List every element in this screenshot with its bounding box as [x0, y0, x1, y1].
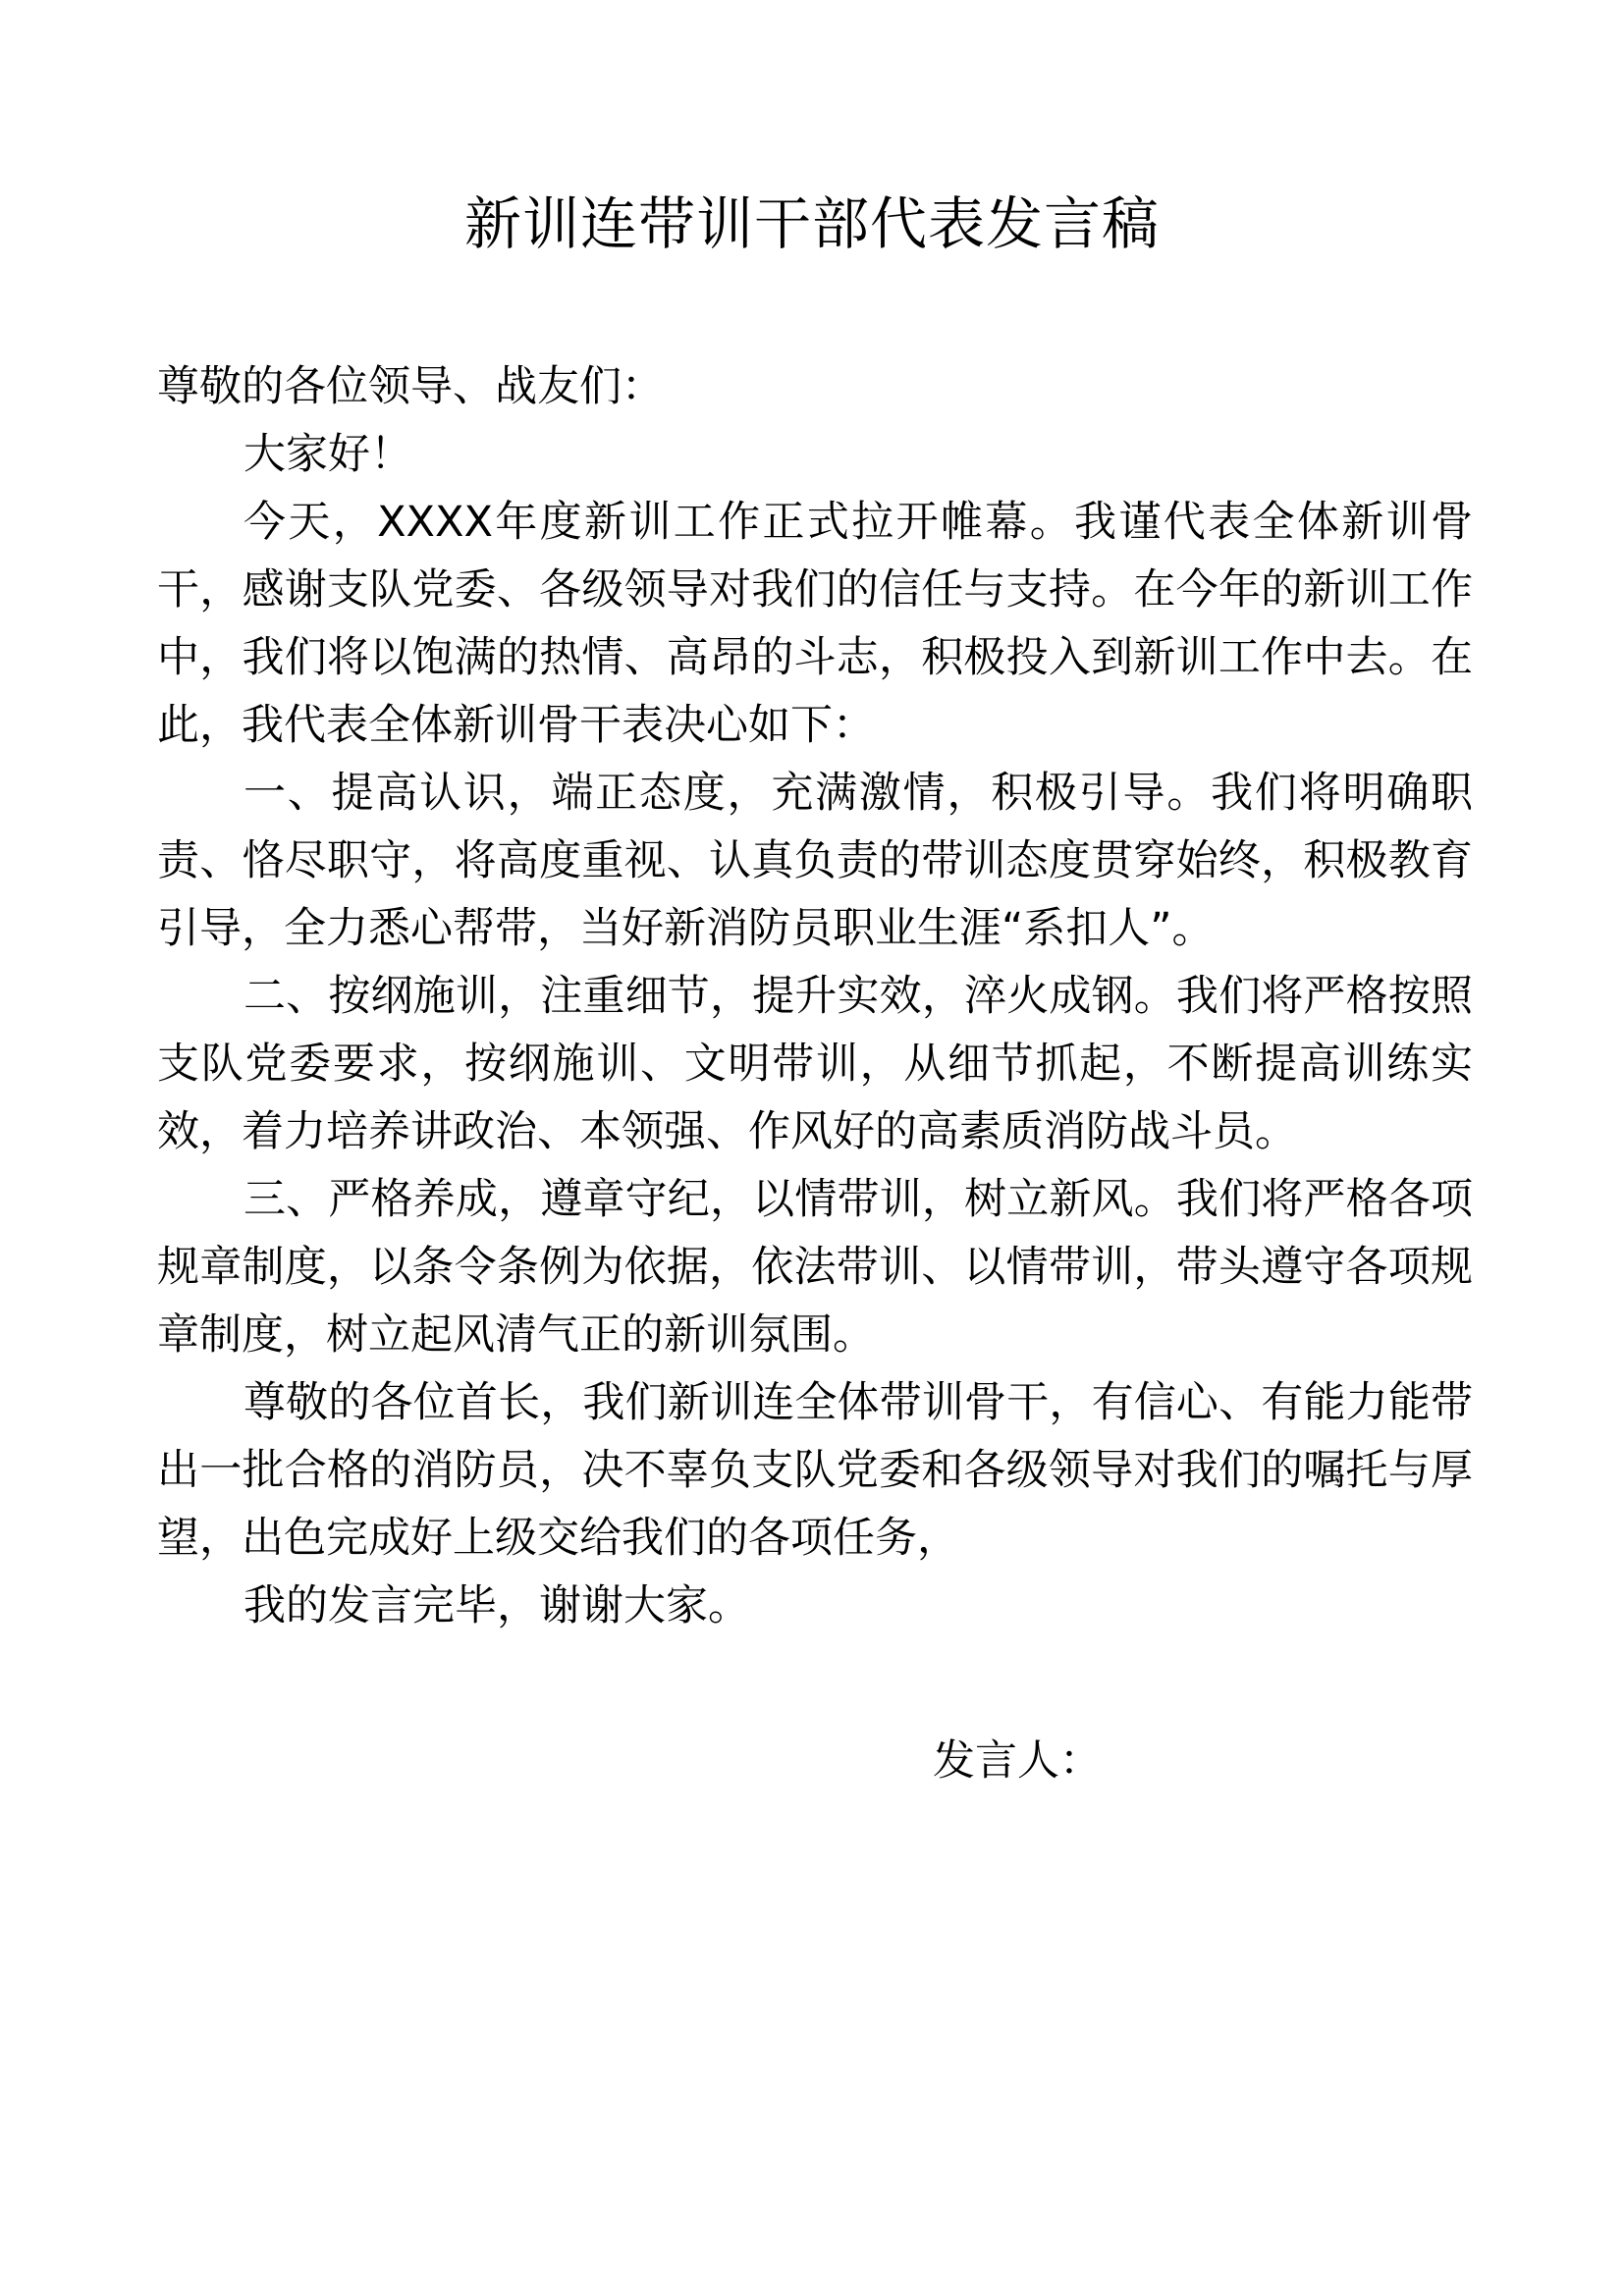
document-title: 新训连带训干部代表发言稿 — [463, 190, 1160, 257]
greeting: 大家好！ — [244, 430, 412, 479]
paragraph-point-3: 三、严格养成，遵章守纪，以情带训，树立新风。我们将严格各项规章制度，以条令条例为依据，依法带训、以情带训，带头遵守各项规章制度，树立起风清气正的新训氛围。 — [157, 1175, 1473, 1360]
signature-label: 发言人： — [933, 1736, 1102, 1786]
salutation: 尊敬的各位领导、战友们： — [157, 362, 664, 411]
paragraph-ending: 我的发言完毕，谢谢大家。 — [244, 1581, 750, 1630]
paragraph-intro: 今天，XXXX年度新训工作正式拉开帷幕。我谨代表全体新训骨干，感谢支队党委、各级领导对我们的信任与支持。在今年的新训工作中，我们将以饱满的热情、高昂的斗志，积极投入到新训工作中去。在此，我代表全体新训骨干表决心如下： — [157, 498, 1473, 750]
paragraph-closing: 尊敬的各位首长，我们新训连全体带训骨干，有信心、有能力能带出一批合格的消防员，决不辜负支队党委和各级领导对我们的嘱托与厚望，出色完成好上级交给我们的各项任务， — [157, 1378, 1473, 1563]
paragraph-point-1: 一、提高认识，端正态度，充满激情，积极引导。我们将明确职责、恪尽职守，将高度重视、认真负责的带训态度贯穿始终，积极教育引导，全力悉心帮带，当好新消防员职业生涯“系扣人”。 — [157, 769, 1473, 953]
paragraph-point-2: 二、按纲施训，注重细节，提升实效，淬火成钢。我们将严格按照支队党委要求，按纲施训、文明带训，从细节抓起，不断提高训练实效，着力培养讲政治、本领强、作风好的高素质消防战斗员。 — [157, 972, 1473, 1156]
document-body — [157, 353, 1473, 1640]
